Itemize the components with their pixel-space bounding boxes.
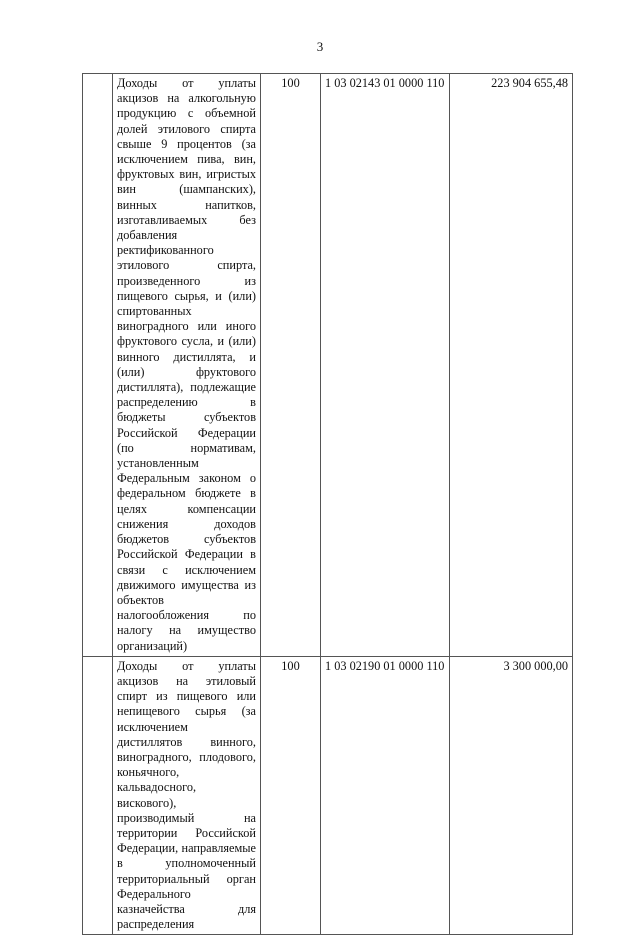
classification-code-cell: 1 03 02190 01 0000 110 (321, 656, 450, 935)
table-row (83, 74, 573, 657)
classification-code-cell: 1 03 02143 01 0000 110 (321, 74, 450, 657)
blank-cell (83, 74, 113, 657)
admin-code-cell: 100 (261, 74, 321, 657)
budget-revenue-table (82, 73, 573, 935)
blank-cell (83, 656, 113, 935)
amount-cell: 3 300 000,00 (450, 656, 573, 935)
page-number: 3 (316, 39, 324, 54)
revenue-name-cell: Доходы от уплаты акцизов на этиловый спирт из пищевого или непищевого сырья (за исключением дистиллятов винного, виноградного, плодового, коньячного, кальвадосного, вискового), производимый на территории Российской Федерации, направляемые в уполномоченный территориальный орган Федерального казначейства для распределения (113, 656, 261, 935)
amount-cell: 223 904 655,48 (450, 74, 573, 657)
table-row (83, 656, 573, 935)
revenue-name-cell: Доходы от уплаты акцизов на алкогольную продукцию с объемной долей этилового спирта свыше 9 процентов (за исключением пива, вин, фруктовых вин, игристых вин (шампанских), винных напитков, изготавливаемых без добавления ректификованного этилового спирта, произведенного из пищевого сырья, и (или) спиртованных виноградного или иного фруктового сусла, и (или) винного дистиллята, и (или) фруктового дистиллята), подлежащие распределению в бюджеты субъектов Российской Федерации (по нормативам, установленным Федеральным законом о федеральном бюджете в целях компенсации снижения доходов бюджетов субъектов Российской Федерации в связи с исключением движимого имущества из объектов налогообложения по налогу на имущество организаций) (113, 74, 261, 657)
admin-code-cell: 100 (261, 656, 321, 935)
